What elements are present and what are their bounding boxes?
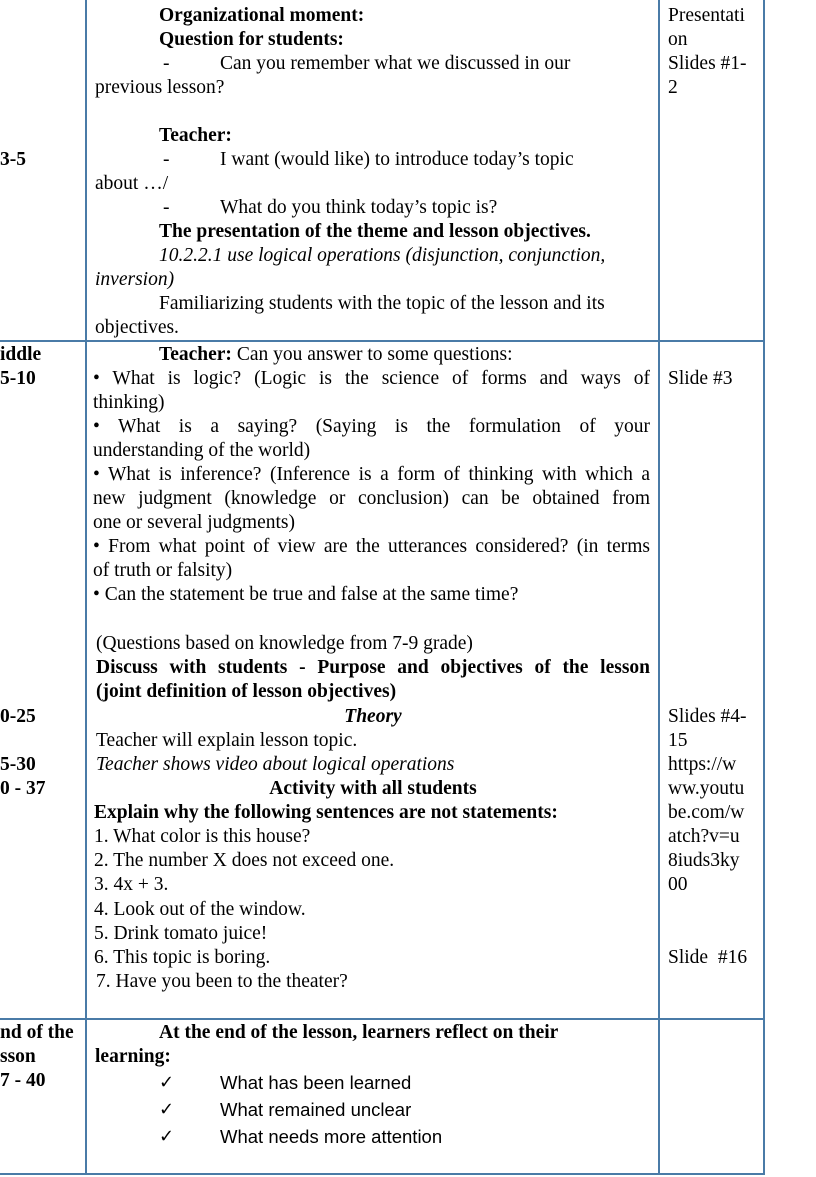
explain-why-heading: Explain why the following sentences are not statements: — [94, 802, 558, 823]
slides-4-resource-line-1: Slides #4- — [668, 706, 747, 727]
sentence-1: 1. What color is this house? — [94, 826, 311, 847]
check-icon: ✓ — [159, 1099, 175, 1120]
row2-time-3: 5-30 — [0, 754, 36, 775]
table-border-bottom — [0, 1173, 765, 1175]
reflection-heading-line-2: learning: — [95, 1046, 171, 1067]
sentence-3: 3. 4x + 3. — [94, 874, 169, 895]
row1-resource-1: Presentati — [668, 5, 745, 26]
check-icon: ✓ — [159, 1126, 175, 1147]
row2-time-4: 0 - 37 — [0, 778, 46, 799]
video-url-line-3[interactable]: be.com/w — [668, 802, 745, 823]
teacher-dash-2: - — [163, 197, 170, 218]
video-url-line-2[interactable]: ww.youtu — [668, 778, 745, 799]
bullet-saying-line-2: understanding of the world) — [93, 440, 311, 461]
explain-topic: Teacher will explain lesson topic. — [96, 730, 358, 751]
table-border-right — [763, 0, 765, 1175]
reflection-heading-line-1: At the end of the lesson, learners reflect on their — [159, 1022, 559, 1043]
reflection-item-3: What needs more attention — [220, 1126, 443, 1147]
sentence-4: 4. Look out of the window. — [94, 899, 306, 920]
teacher-questions-bold: Teacher: — [159, 344, 232, 365]
row1-resource-3: Slides #1- — [668, 53, 747, 74]
row1-resource-2: on — [668, 29, 688, 50]
reflection-item-1: What has been learned — [220, 1072, 412, 1093]
slides-4-resource-line-2: 15 — [668, 730, 688, 751]
sentence-6: 6. This topic is boring. — [94, 947, 271, 968]
bullet-inference-line-2: new judgment (knowledge or conclusion) can be obtained from — [93, 488, 650, 509]
video-url-line-5[interactable]: 8iuds3ky — [668, 850, 740, 871]
row1-time: 3-5 — [0, 149, 26, 170]
row-divider-2 — [0, 1018, 765, 1020]
reflection-item-2: What remained unclear — [220, 1099, 412, 1120]
row-divider-1 — [0, 340, 765, 342]
discuss-line-2: (joint definition of lesson objectives) — [96, 681, 397, 702]
teacher-dash-1: - — [163, 149, 170, 170]
video-url-line-1[interactable]: https://w — [668, 754, 737, 775]
objective-line-2: inversion) — [95, 269, 175, 290]
row3-stage-line-1: nd of the — [0, 1022, 74, 1043]
questions-based-note: (Questions based on knowledge from 7-9 grade) — [96, 633, 473, 654]
discuss-line-1: Discuss with students - Purpose and objectives of the lesson — [96, 657, 650, 678]
presentation-heading: The presentation of the theme and lesson objectives. — [159, 221, 591, 242]
row2-time-1: 5-10 — [0, 368, 36, 389]
video-url-line-4[interactable]: atch?v=u — [668, 826, 740, 847]
familiarizing-line-1: Familiarizing students with the topic of the lesson and its — [159, 293, 605, 314]
question-line-2: previous lesson? — [95, 77, 225, 98]
teacher-line-1: I want (would like) to introduce today’s topic — [220, 149, 574, 170]
teacher-questions-line — [159, 343, 513, 367]
question-line-1: Can you remember what we discussed in our — [220, 53, 571, 74]
sentence-2: 2. The number X does not exceed one. — [94, 850, 395, 871]
sentence-5: 5. Drink tomato juice! — [94, 923, 268, 944]
teacher-line-3: What do you think today’s topic is? — [220, 197, 498, 218]
video-url-line-6[interactable]: 00 — [668, 874, 688, 895]
teacher-questions-rest: Can you answer to some questions: — [231, 344, 513, 365]
bullet-logic-line-2: thinking) — [93, 392, 165, 413]
bullet-inference-line-1: • What is inference? (Inference is a form of thinking with which a — [93, 464, 650, 485]
table-border-resource-column — [658, 0, 660, 1175]
row1-resource-4: 2 — [668, 77, 678, 98]
row2-time-2: 0-25 — [0, 706, 36, 727]
bullet-utterances-line-2: of truth or falsity) — [93, 560, 233, 581]
theory-heading: Theory — [344, 706, 402, 727]
row3-time: 7 - 40 — [0, 1070, 46, 1091]
bullet-statement: • Can the statement be true and false at the same time? — [93, 584, 519, 605]
objective-line-1: 10.2.2.1 use logical operations (disjunction, conjunction, — [159, 245, 606, 266]
activity-heading: Activity with all students — [269, 778, 477, 799]
teacher-heading: Teacher: — [159, 125, 232, 146]
org-moment-heading: Organizational moment: — [159, 5, 365, 26]
bullet-logic-line-1: • What is logic? (Logic is the science of forms and ways of — [93, 368, 650, 389]
slide-3-resource: Slide #3 — [668, 368, 733, 389]
teacher-line-2: about …/ — [95, 173, 169, 194]
video-line: Teacher shows video about logical operations — [96, 754, 455, 775]
bullet-saying-line-1: • What is a saying? (Saying is the formulation of your — [93, 416, 650, 437]
bullet-utterances-line-1: • From what point of view are the utterances considered? (in terms — [93, 536, 650, 557]
table-border-left-column — [85, 0, 87, 1175]
row2-stage-label: iddle — [0, 344, 42, 365]
bullet-inference-line-3: one or several judgments) — [93, 512, 295, 533]
familiarizing-line-2: objectives. — [95, 317, 179, 338]
sentence-7: 7. Have you been to the theater? — [96, 971, 348, 992]
question-dash: - — [163, 53, 170, 74]
slide-16-resource: Slide #16 — [668, 947, 748, 968]
check-icon: ✓ — [159, 1072, 175, 1093]
question-heading: Question for students: — [159, 29, 344, 50]
row3-stage-line-2: sson — [0, 1046, 36, 1067]
